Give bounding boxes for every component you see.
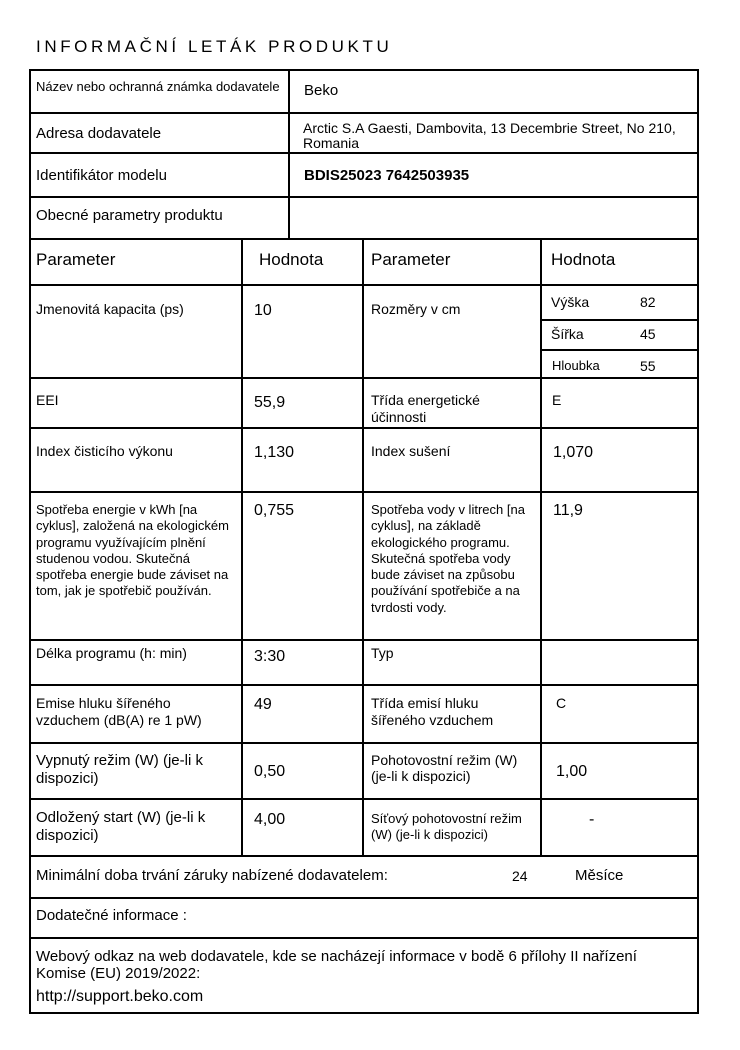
noise-class-value: C: [556, 695, 567, 711]
divider: [288, 69, 290, 240]
capacity-label: Jmenovitá kapacita (ps): [36, 301, 184, 317]
depth-value: 55: [640, 358, 656, 374]
divider: [541, 349, 699, 351]
general-params-label: Obecné parametry produktu: [36, 207, 223, 224]
divider: [29, 798, 699, 800]
cleaning-index-label: Index čisticího výkonu: [36, 443, 173, 459]
divider: [29, 491, 699, 493]
depth-label: Hloubka: [552, 358, 600, 373]
divider: [29, 152, 699, 154]
noise-class-label: Třída emisí hluku šířeného vzduchem: [371, 695, 494, 728]
height-label: Výška: [551, 294, 590, 310]
divider: [241, 238, 243, 857]
divider: [29, 639, 699, 641]
divider: [362, 238, 364, 857]
water-consumption-label: Spotřeba vody v litrech [na cyklus], na základě ekologického programu. Skutečná spotřeba vody bude záviset na způsobu používání spotřebiče a na tvrdosti vody.: [371, 502, 525, 615]
eei-value: 55,9: [254, 394, 286, 411]
supplier-name-label: Název nebo ochranná známka dodavatele: [36, 79, 280, 94]
divider: [29, 855, 699, 857]
divider: [29, 284, 699, 286]
cleaning-index-value: 1,130: [254, 444, 295, 461]
network-standby-label: Síťový pohotovostní režim (W) (je-li k dispozici): [371, 811, 522, 842]
network-standby-value: -: [589, 811, 595, 828]
width-label: Šířka: [551, 326, 584, 342]
divider: [29, 937, 699, 939]
divider: [29, 377, 699, 379]
height-value: 82: [640, 294, 656, 310]
delay-start-label: Odložený start (W) (je-li k dispozici): [36, 809, 206, 844]
program-duration-value: 3:30: [254, 648, 286, 665]
dimensions-label: Rozměry v cm: [371, 301, 461, 317]
type-label: Typ: [371, 645, 394, 661]
header-value-2: Hodnota: [551, 250, 616, 269]
eei-label: EEI: [36, 392, 59, 408]
model-id-value: BDIS25023 7642503935: [304, 167, 470, 184]
divider: [29, 742, 699, 744]
standby-value: 1,00: [556, 763, 588, 780]
delay-start-value: 4,00: [254, 811, 286, 828]
warranty-value: 24: [512, 868, 528, 884]
weblink-url[interactable]: http://support.beko.com: [36, 988, 204, 1005]
drying-index-label: Index sušení: [371, 443, 451, 459]
width-value: 45: [640, 326, 656, 342]
supplier-address-value: Arctic S.A Gaesti, Dambovita, 13 Decembrie Street, No 210, Romania: [303, 120, 676, 151]
divider: [29, 427, 699, 429]
energy-consumption-value: 0,755: [254, 502, 295, 519]
header-parameter-1: Parameter: [36, 250, 116, 269]
warranty-label: Minimální doba trvání záruky nabízené dodavatelem:: [36, 867, 388, 884]
capacity-value: 10: [254, 302, 272, 319]
water-consumption-value: 11,9: [553, 502, 583, 519]
divider: [29, 112, 699, 114]
off-mode-label: Vypnutý režim (W) (je-li k dispozici): [36, 752, 203, 787]
supplier-name-value: Beko: [304, 82, 339, 99]
header-parameter-2: Parameter: [371, 250, 451, 269]
program-duration-label: Délka programu (h: min): [36, 645, 187, 661]
energy-class-label: Třída energetické účinnosti: [371, 392, 480, 425]
divider: [29, 684, 699, 686]
weblink-label: Webový odkaz na web dodavatele, kde se nacházejí informace v bodě 6 přílohy II nařízení Komise (EU) 2019/2022:: [36, 948, 637, 982]
noise-emission-label: Emise hluku šířeného vzduchem (dB(A) re 1 pW): [36, 695, 202, 728]
noise-emission-value: 49: [254, 696, 272, 713]
off-mode-value: 0,50: [254, 763, 286, 780]
divider: [29, 238, 699, 240]
drying-index-value: 1,070: [553, 444, 594, 461]
standby-label: Pohotovostní režim (W) (je-li k dispozici): [371, 752, 518, 784]
energy-consumption-label: Spotřeba energie v kWh [na cyklus], založená na ekologickém programu využívajícím plnění studenou vodou. Skutečná spotřeba energie bude záviset na tom, jak je spotřebič používán.: [36, 502, 229, 599]
header-value-1: Hodnota: [259, 250, 324, 269]
divider: [29, 196, 699, 198]
model-id-label: Identifikátor modelu: [36, 167, 167, 184]
energy-class-value: E: [552, 392, 562, 408]
additional-info-label: Dodatečné informace :: [36, 907, 187, 924]
supplier-address-label: Adresa dodavatele: [36, 125, 162, 142]
warranty-unit: Měsíce: [575, 867, 624, 884]
divider: [29, 897, 699, 899]
divider: [541, 319, 699, 321]
page-title: INFORMAČNÍ LETÁK PRODUKTU: [36, 37, 393, 56]
